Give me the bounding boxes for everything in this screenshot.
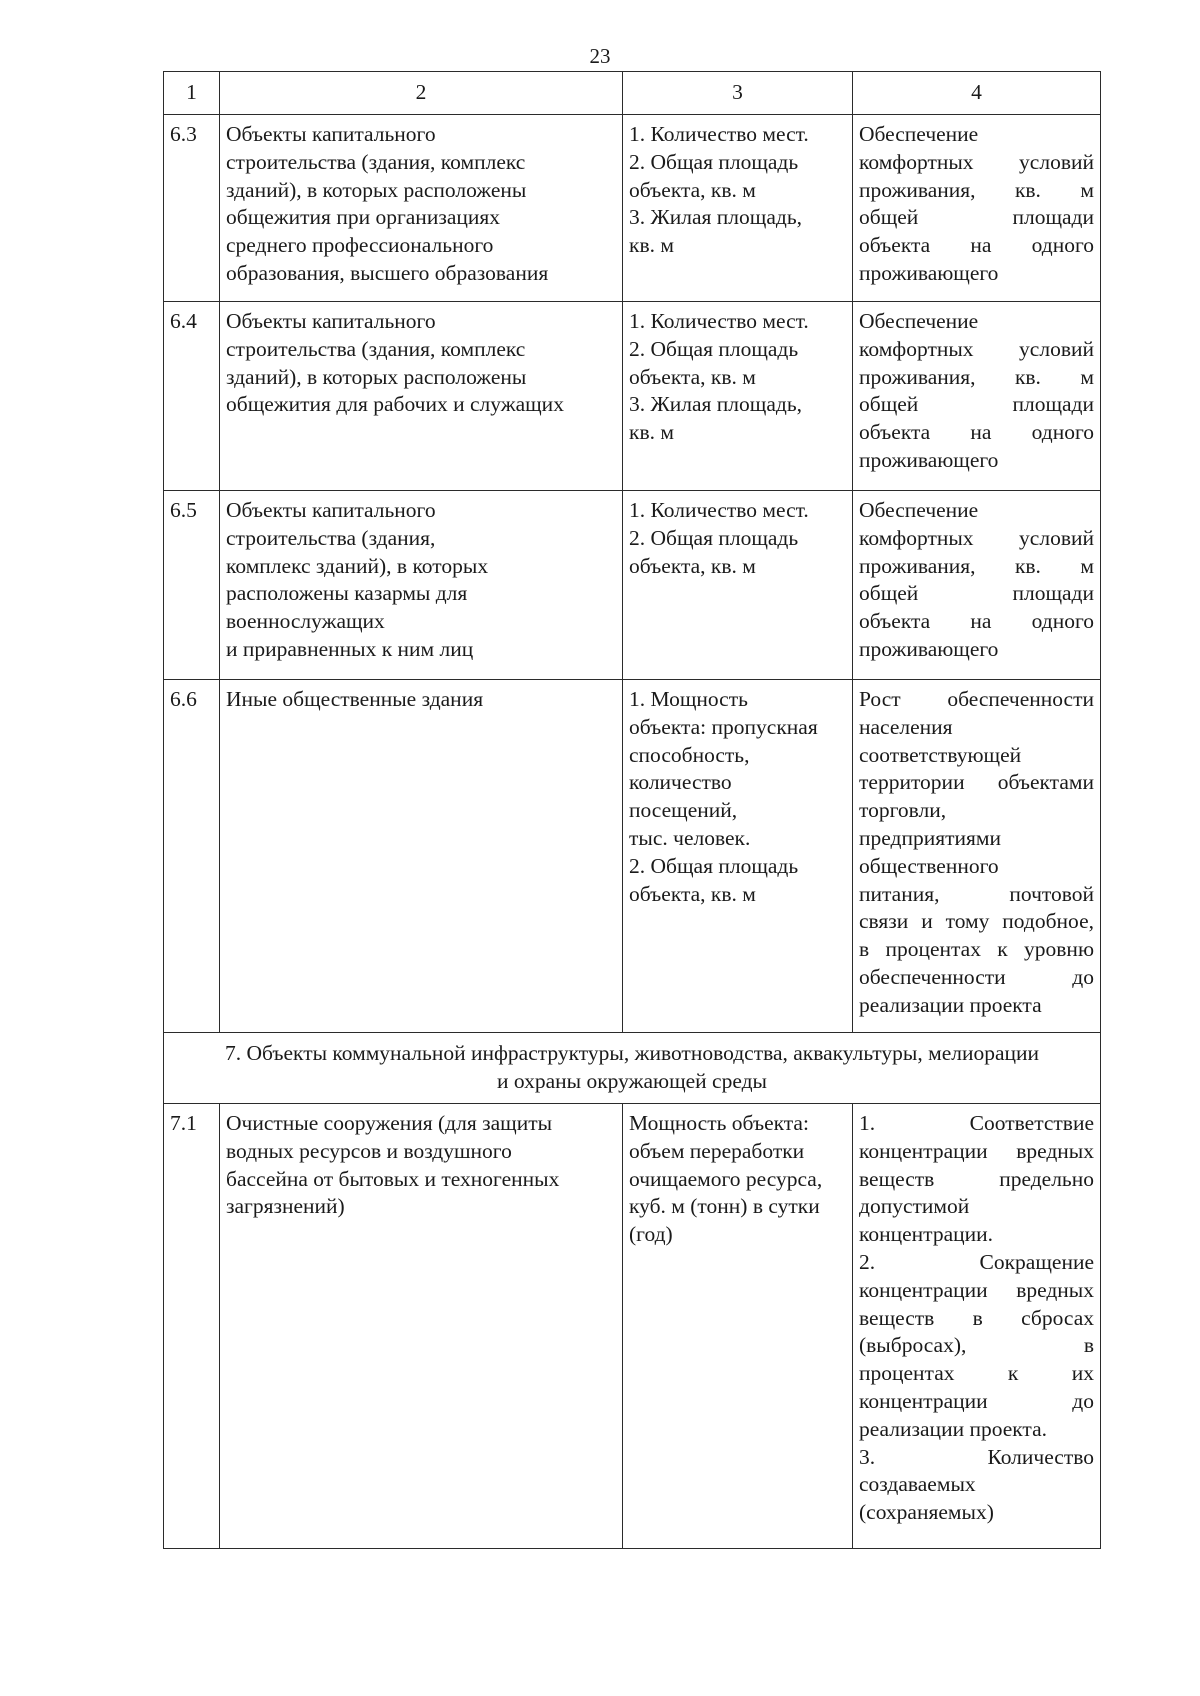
text-line: объекта на одного (859, 609, 1094, 634)
effect-cell (853, 680, 1101, 1033)
header-cell-2: 2 (220, 72, 623, 115)
text-line: Обеспечение (859, 309, 979, 333)
text-line: объекта, кв. м (629, 881, 756, 906)
text-line: объекта на одного (859, 233, 1094, 258)
text-line: проживания, кв. м (859, 553, 1094, 578)
text-line: 2. Общая площадь (629, 525, 799, 550)
text-line: концентрации. (859, 1222, 994, 1247)
text-line: Мощность объекта: (629, 1111, 809, 1135)
object-description (220, 1104, 623, 1549)
effect-cell (853, 302, 1101, 491)
text-line: 2. Сокращение (859, 1249, 1094, 1274)
text-line: реализации проекта. (859, 1416, 1047, 1441)
effect-cell (853, 1104, 1101, 1549)
object-description (220, 115, 623, 302)
text-line: общей площади (859, 392, 1094, 417)
text-line: (год) (629, 1222, 673, 1247)
text-line: зданий), в которых расположены (226, 177, 527, 202)
text-line: 2. Общая площадь (629, 853, 799, 878)
text-line: объекта, кв. м (629, 364, 756, 389)
text-line: посещений, (629, 798, 738, 823)
text-line: Обеспечение (859, 122, 979, 146)
text-line: процентах к их (859, 1361, 1094, 1386)
text-line: комплекс зданий), в которых (226, 553, 489, 578)
header-cell-1: 1 (164, 72, 220, 115)
indicators-cell (623, 115, 853, 302)
text-line: количество (629, 770, 732, 795)
text-line: общежития при организациях (226, 205, 501, 230)
effect-cell (853, 115, 1101, 302)
text-line: допустимой (859, 1194, 970, 1219)
table-row (164, 680, 1101, 1033)
text-line: и приравненных к ним лиц (226, 636, 474, 661)
text-line: 3. Количество (859, 1444, 1094, 1469)
text-line: общественного (859, 853, 999, 878)
text-line: 1. Количество мест. (629, 309, 809, 333)
text-line: проживающего (859, 447, 999, 472)
text-line: предприятиями (859, 825, 1002, 850)
indicators-cell (623, 302, 853, 491)
text-line: 1. Количество мест. (629, 122, 809, 146)
text-line: 2. Общая площадь (629, 149, 799, 174)
table-row (164, 302, 1101, 491)
text-line: кв. м (629, 420, 674, 445)
text-line: комфортных условий (859, 525, 1094, 550)
text-line: образования, высшего образования (226, 260, 549, 285)
text-line: 3. Жилая площадь, (629, 205, 803, 230)
text-line: 1. Мощность (629, 687, 748, 711)
text-line: концентрации вредных (859, 1138, 1094, 1163)
text-line: строительства (здания, комплекс (226, 149, 526, 174)
section-heading (164, 1033, 1101, 1104)
text-line: территории объектами (859, 770, 1094, 795)
header-cell-4: 4 (853, 72, 1101, 115)
text-line: способность, (629, 742, 750, 767)
indicators-cell (623, 491, 853, 680)
text-line: тыс. человек. (629, 825, 751, 850)
row-number: 6.5 (164, 491, 220, 680)
text-line: связи и тому подобное, (859, 909, 1094, 934)
document-table (163, 71, 1101, 1549)
row-number: 6.4 (164, 302, 220, 491)
text-line: Обеспечение (859, 498, 979, 522)
header-cell-3: 3 (623, 72, 853, 115)
table-row (164, 491, 1101, 680)
text-line: Объекты капитального (226, 122, 436, 146)
text-line: объем переработки (629, 1138, 805, 1163)
object-description (220, 680, 623, 1033)
text-line: 2. Общая площадь (629, 336, 799, 361)
text-line: очищаемого ресурса, (629, 1166, 823, 1191)
row-number: 6.3 (164, 115, 220, 302)
effect-cell (853, 491, 1101, 680)
text-line: веществ предельно (859, 1166, 1094, 1191)
text-line: объекта, кв. м (629, 553, 756, 578)
text-line: веществ в сбросах (859, 1305, 1094, 1330)
text-line: водных ресурсов и воздушного (226, 1138, 512, 1163)
text-line: создаваемых (859, 1472, 976, 1497)
text-line: Объекты капитального (226, 309, 436, 333)
text-line: объекта, кв. м (629, 177, 756, 202)
text-line: объекта на одного (859, 420, 1094, 445)
section-heading-line: и охраны окружающей среды (497, 1069, 767, 1093)
text-line: Иные общественные здания (226, 687, 484, 711)
object-description (220, 491, 623, 680)
text-line: среднего профессионального (226, 233, 494, 258)
text-line: Объекты капитального (226, 498, 436, 522)
row-number: 7.1 (164, 1104, 220, 1549)
text-line: расположены казармы для (226, 581, 468, 606)
text-line: 1. Количество мест. (629, 498, 809, 522)
text-line: населения (859, 714, 953, 739)
table-row (164, 1104, 1101, 1549)
text-line: общей площади (859, 205, 1094, 230)
table-header-row (164, 72, 1101, 115)
text-line: концентрации вредных (859, 1277, 1094, 1302)
text-line: общежития для рабочих и служащих (226, 392, 564, 417)
text-line: проживающего (859, 636, 999, 661)
text-line: Очистные сооружения (для защиты (226, 1111, 553, 1135)
text-line: Рост обеспеченности (859, 687, 1094, 711)
text-line: строительства (здания, комплекс (226, 336, 526, 361)
text-line: обеспеченности до (859, 964, 1094, 989)
text-line: объекта: пропускная (629, 714, 818, 739)
text-line: 3. Жилая площадь, (629, 392, 803, 417)
text-line: (сохраняемых) (859, 1500, 994, 1525)
text-line: реализации проекта (859, 992, 1042, 1017)
text-line: строительства (здания, (226, 525, 436, 550)
section-heading-line: 7. Объекты коммунальной инфраструктуры, животноводства, аквакультуры, мелиорации (224, 1041, 1040, 1066)
text-line: (выбросах), в (859, 1333, 1094, 1358)
text-line: соответствующей (859, 742, 1022, 767)
text-line: питания, почтовой (859, 881, 1094, 906)
text-line: куб. м (тонн) в сутки (629, 1194, 820, 1219)
text-line: кв. м (629, 233, 674, 258)
text-line: в процентах к уровню (859, 937, 1094, 962)
object-description (220, 302, 623, 491)
table-row (164, 115, 1101, 302)
text-line: торговли, (859, 798, 947, 823)
text-line: военнослужащих (226, 609, 385, 634)
text-line: проживания, кв. м (859, 364, 1094, 389)
text-line: проживающего (859, 260, 999, 285)
indicators-cell (623, 1104, 853, 1549)
text-line: комфортных условий (859, 336, 1094, 361)
text-line: загрязнений) (226, 1194, 345, 1219)
text-line: зданий), в которых расположены (226, 364, 527, 389)
indicators-cell (623, 680, 853, 1033)
text-line: концентрации до (859, 1388, 1094, 1413)
text-line: 1. Соответствие (859, 1111, 1094, 1135)
row-number: 6.6 (164, 680, 220, 1033)
section-heading-row (164, 1033, 1101, 1104)
text-line: общей площади (859, 581, 1094, 606)
text-line: бассейна от бытовых и техногенных (226, 1166, 560, 1191)
text-line: комфортных условий (859, 149, 1094, 174)
text-line: проживания, кв. м (859, 177, 1094, 202)
page-number: 23 (589, 44, 611, 68)
